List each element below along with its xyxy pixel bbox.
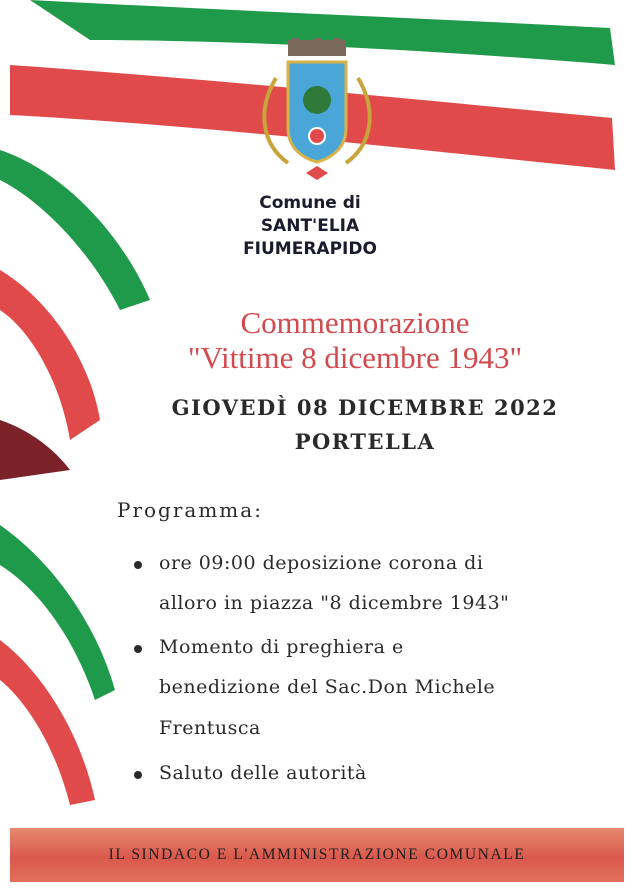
comune-line-2: SANT'ELIA: [260, 216, 360, 236]
title-line-1: Commemorazione: [240, 305, 470, 340]
ribbon-green-left: [0, 150, 150, 310]
bullet-icon: [134, 561, 142, 569]
bullet-icon: [134, 645, 142, 653]
programma-heading: Programma:: [117, 498, 263, 522]
laurel-right-icon: [346, 78, 370, 163]
event-date: GIOVEDÌ 08 DICEMBRE 2022: [171, 395, 559, 420]
bullet-icon: [134, 771, 142, 779]
laurel-left-icon: [264, 78, 288, 163]
comune-line-3: FIUMERAPIDO: [243, 239, 377, 259]
programma-item-1-line-2: alloro in piazza "8 dicembre 1943": [159, 592, 510, 614]
footer-signature: IL SINDACO E L'AMMINISTRAZIONE COMUNALE: [108, 846, 526, 863]
programma-item-2-line-2: benedizione del Sac.Don Michele: [159, 676, 496, 698]
programma-item-2-line-1: Momento di preghiera e: [159, 636, 404, 658]
municipal-coat-of-arms-icon: [248, 38, 386, 188]
programma-item-3-line-1: Saluto delle autorità: [159, 762, 367, 784]
ribbon-red-left: [0, 270, 100, 440]
programma-item-1-line-1: ore 09:00 deposizione corona di: [159, 552, 484, 574]
ribbon-red-bottom: [0, 640, 95, 805]
ribbon-bow-icon: [306, 166, 328, 180]
programma-item-2-line-3: Frentusca: [159, 717, 261, 739]
event-place: PORTELLA: [294, 429, 436, 454]
ribbon-dark-fold: [0, 420, 70, 480]
title-line-2: "Vittime 8 dicembre 1943": [187, 340, 523, 375]
comune-line-1: Comune di: [259, 193, 361, 213]
